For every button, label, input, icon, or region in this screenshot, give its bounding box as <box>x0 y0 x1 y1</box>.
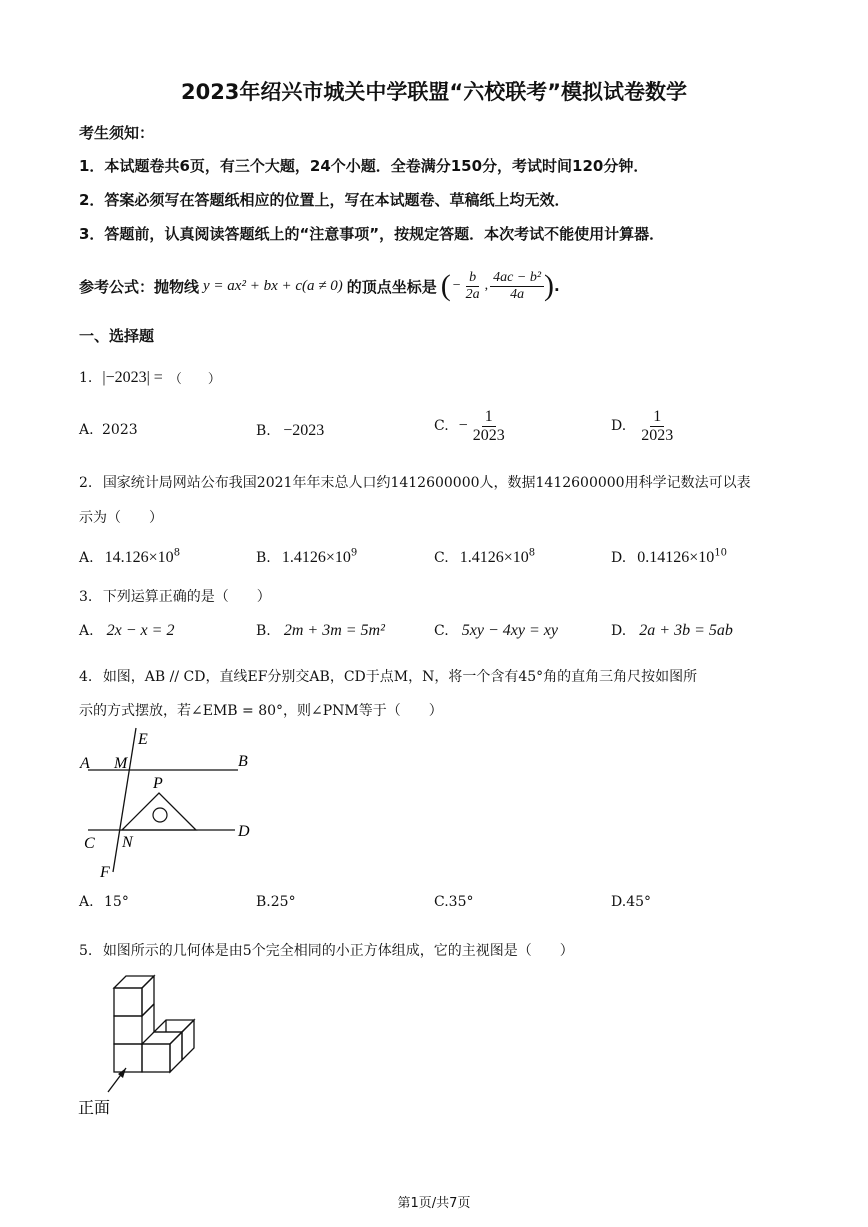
option-label: C. <box>434 623 449 639</box>
q1-number: 1. <box>79 369 93 386</box>
ruler-hole <box>153 808 167 822</box>
option-label: B. <box>256 623 271 639</box>
fraction-den: 2023 <box>641 426 674 444</box>
label-f: F <box>100 864 110 881</box>
q1-option-c[interactable] <box>434 408 508 444</box>
option-label: C. <box>434 418 449 435</box>
label-p: P <box>153 775 163 792</box>
label-c: C <box>84 835 95 852</box>
front-label: 正面 <box>78 1098 111 1117</box>
question-2-line2: 示为（ ） <box>79 510 163 526</box>
q3-stem: 下列运算正确的是（ ） <box>102 589 271 605</box>
vertex-y-den: 4a <box>510 286 525 302</box>
option-text: 2m + 3m = 5m² <box>283 622 385 639</box>
option-label: D. <box>611 418 627 435</box>
option-exp: 8 <box>528 547 536 559</box>
q5-number: 5. <box>79 943 93 959</box>
question-4-line2: 示的方式摆放，若∠EMB = 80°，则∠PNM等于（ ） <box>79 703 443 719</box>
q3-option-d[interactable] <box>611 620 733 640</box>
option-label: B. <box>256 423 271 439</box>
q1-option-a[interactable] <box>79 422 138 438</box>
option-text: −2023 <box>283 422 325 439</box>
page-title: 2023年绍兴市城关中学联盟“六校联考”模拟试卷数学 <box>180 80 688 104</box>
q1-stem: |−2023| = <box>102 368 163 386</box>
vertex-x-num: b <box>466 270 479 286</box>
question-5 <box>79 940 574 960</box>
formula-suffix: . <box>554 277 560 295</box>
fraction-num: 1 <box>650 408 664 427</box>
option-fraction <box>638 408 676 444</box>
notice-heading: 考生须知： <box>79 124 155 142</box>
option-label: D. <box>611 623 627 639</box>
left-paren: ( <box>440 269 451 302</box>
q4-option-d[interactable] <box>611 894 651 910</box>
q4-option-b[interactable] <box>256 894 296 910</box>
cube-solid <box>114 976 194 1072</box>
option-base: 0.14126×10 <box>637 549 715 566</box>
option-label: C. <box>434 894 449 910</box>
vertex-y <box>490 270 544 302</box>
q3-number: 3. <box>79 589 93 605</box>
q2-option-d[interactable] <box>611 547 727 567</box>
q1-option-d[interactable] <box>611 408 676 444</box>
question-2-line1 <box>79 472 751 492</box>
q1-paren: （ ） <box>168 372 221 387</box>
fraction-num: 1 <box>482 408 496 427</box>
q1-option-b[interactable] <box>256 422 324 440</box>
q5-figure <box>74 968 214 1118</box>
q4-figure <box>70 722 270 887</box>
q4-number: 4. <box>79 669 93 685</box>
option-exp: 10 <box>714 547 728 559</box>
q2-stem: 国家统计局网站公布我国2021年年末总人口约1412600000人，数据1412600000用科学记数法可以表 <box>102 475 751 491</box>
option-sign: − <box>458 417 468 435</box>
q4-option-c[interactable] <box>434 894 474 910</box>
option-text: 5xy − 4xy = xy <box>461 622 558 639</box>
minus-sign: − <box>452 278 461 293</box>
vertex-x <box>463 270 483 302</box>
right-paren: ) <box>544 269 555 302</box>
question-3 <box>79 586 271 606</box>
option-label: B. <box>256 550 271 566</box>
option-base: 1.4126×10 <box>459 549 529 566</box>
q2-option-c[interactable] <box>434 547 535 567</box>
q4-stem: 如图，AB // CD，直线EF分别交AB，CD于点M，N，将一个含有45°角的直角三角尺按如图所 <box>102 669 698 685</box>
option-label: D. <box>611 894 627 910</box>
notice-3: 3．答题前，认真阅读答题纸上的“注意事项”，按规定答题．本次考试不能使用计算器． <box>79 225 665 243</box>
option-label: C. <box>434 550 449 566</box>
option-label: A. <box>79 422 94 438</box>
notice-1: 1．本试题卷共6页，有三个大题，24个小题．全卷满分150分，考试时间120分钟． <box>79 157 649 175</box>
triangle-ruler <box>122 793 196 830</box>
vertex-y-num: 4ac − b² <box>490 270 544 286</box>
q3-option-a[interactable] <box>79 620 174 640</box>
vertex-x-den: 2a <box>465 286 480 302</box>
formula-middle: 的顶点坐标是 <box>346 277 437 296</box>
question-4-line1 <box>79 666 697 686</box>
reference-formula <box>79 262 560 310</box>
question-1 <box>79 368 221 387</box>
option-text: 2a + 3b = 5ab <box>639 622 733 639</box>
q2-option-a[interactable] <box>79 547 180 567</box>
label-m: M <box>114 755 128 772</box>
option-label: B. <box>256 894 271 910</box>
option-exp: 9 <box>350 547 358 559</box>
q2-option-b[interactable] <box>256 547 357 567</box>
label-d: D <box>238 823 250 840</box>
formula-equation: y = ax² + bx + c(a ≠ 0) <box>203 277 343 294</box>
option-base: 1.4126×10 <box>281 549 351 566</box>
option-exp: 8 <box>173 547 181 559</box>
option-base: 14.126×10 <box>104 549 174 566</box>
option-text: 2x − x = 2 <box>106 622 175 639</box>
option-text: 25° <box>270 894 296 910</box>
q5-stem: 如图所示的几何体是由5个完全相同的小正方体组成，它的主视图是（ ） <box>102 943 574 959</box>
q4-option-a[interactable] <box>79 894 129 910</box>
page-footer: 第1页/共7页 <box>397 1196 471 1211</box>
option-label: A. <box>79 623 94 639</box>
label-n: N <box>122 834 133 851</box>
fraction-den: 2023 <box>472 426 505 444</box>
option-fraction <box>470 408 508 444</box>
option-text: 15° <box>104 894 129 910</box>
label-b: B <box>238 753 248 770</box>
formula-prefix: 参考公式：抛物线 <box>79 277 200 296</box>
q3-option-b[interactable] <box>256 620 385 640</box>
label-a: A <box>80 755 90 772</box>
label-e: E <box>138 731 148 748</box>
q2-number: 2. <box>79 475 93 491</box>
option-text: 2023 <box>102 422 138 438</box>
option-label: A. <box>79 550 94 566</box>
option-text: 45° <box>626 894 652 910</box>
comma: , <box>484 278 489 293</box>
notice-2: 2．答案必须写在答题纸相应的位置上，写在本试题卷、草稿纸上均无效． <box>79 191 570 209</box>
option-text: 35° <box>448 894 474 910</box>
option-label: A. <box>79 894 94 910</box>
q3-option-c[interactable] <box>434 620 558 640</box>
option-label: D. <box>611 550 627 566</box>
section-heading: 一、选择题 <box>79 327 155 345</box>
